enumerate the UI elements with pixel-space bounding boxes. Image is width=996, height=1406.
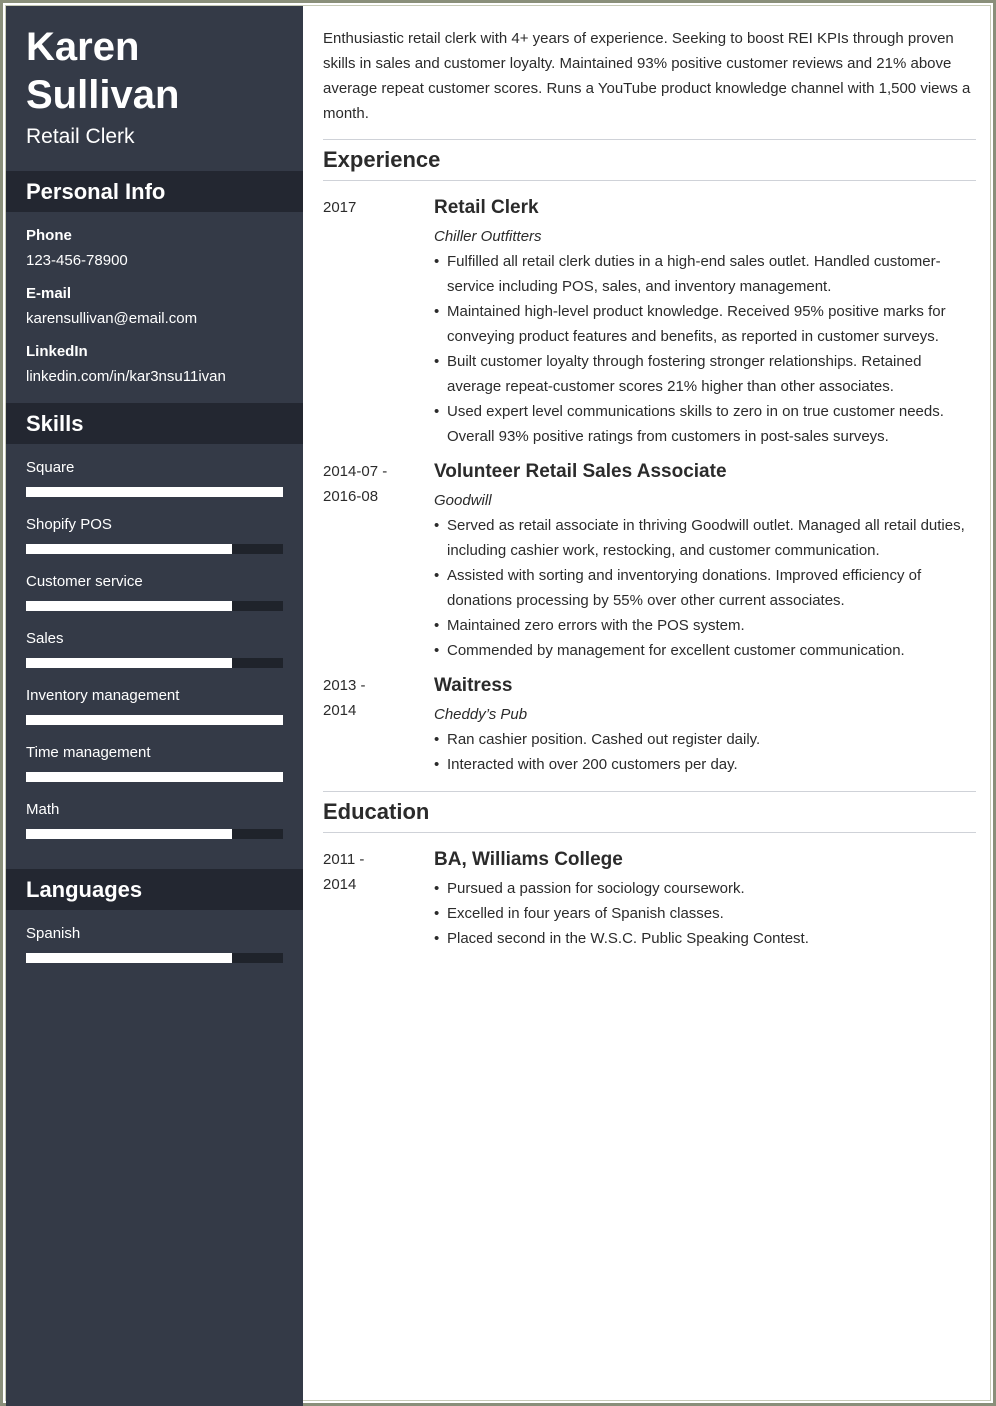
skill-name: Shopify POS (26, 516, 112, 533)
email-value[interactable]: karensullivan@email.com (26, 310, 198, 327)
skill-level-fill (26, 601, 232, 611)
experience-entry (323, 459, 976, 663)
skill-item (26, 686, 283, 725)
skill-level-bar (26, 772, 283, 782)
bullet-item: • Built customer loyalty through fostering stronger relationships. Retained average repeat-customer scores 21% higher than other associates. (434, 349, 976, 399)
summary: Enthusiastic retail clerk with 4+ years of experience. Seeking to boost REI KPIs through proven skills in sales and customer loyalty. Maintained 93% positive customer reviews and 21% above average repeat customer scores. Runs a YouTube product knowledge channel with 1,500 views a month. (323, 26, 976, 140)
language-name: Spanish (26, 925, 81, 942)
skill-level-bar (26, 658, 283, 668)
skill-item (26, 572, 283, 611)
skill-name: Customer service (26, 573, 143, 590)
entry-body (434, 459, 976, 663)
bullet-item: • Placed second in the W.S.C. Public Speaking Contest. (434, 926, 976, 951)
bullet-item: • Pursued a passion for sociology coursework. (434, 876, 976, 901)
skill-name: Square (26, 459, 75, 476)
linkedin-value[interactable]: linkedin.com/in/kar3nsu11ivan (26, 368, 226, 385)
date-line: 2014 (323, 876, 357, 893)
phone-value[interactable]: 123-456-78900 (26, 252, 128, 269)
bullet-item: • Commended by management for excellent customer communication. (434, 638, 976, 663)
skill-level-bar (26, 601, 283, 611)
entry-date (323, 673, 434, 777)
skill-level-fill (26, 772, 283, 782)
skill-name: Inventory management (26, 687, 180, 704)
entry-organization: Chiller Outfitters (434, 228, 542, 245)
email-label: E-mail (26, 285, 72, 302)
entry-body (434, 847, 976, 951)
entry-organization: Cheddy’s Pub (434, 706, 528, 723)
entry-organization: Goodwill (434, 492, 492, 509)
bullet-item: • Used expert level communications skills to zero in on true customer needs. Overall 93% positive ratings from customers in post-sales surveys. (434, 399, 976, 449)
entry-body (434, 673, 976, 777)
skill-level-fill (26, 487, 283, 497)
skills-list (6, 444, 303, 869)
bullet-item: • Served as retail associate in thriving Goodwill outlet. Managed all retail duties, including cashier work, restocking, and customer communication. (434, 513, 976, 563)
skill-name: Math (26, 801, 60, 818)
entry-bullets (434, 876, 976, 951)
experience-entry (323, 195, 976, 449)
skill-level-bar (26, 487, 283, 497)
entry-title: Waitress (434, 675, 513, 696)
skill-item (26, 800, 283, 839)
skill-name: Sales (26, 630, 64, 647)
skill-item (26, 629, 283, 668)
skill-level-fill (26, 715, 283, 725)
bullet-item: • Fulfilled all retail clerk duties in a high-end sales outlet. Handled customer-service including POS, sales, and inventory management. (434, 249, 976, 299)
entry-date (323, 459, 434, 663)
skill-name: Time management (26, 744, 151, 761)
bullet-item: • Assisted with sorting and inventorying donations. Improved efficiency of donations processing by 55% over other current associates. (434, 563, 976, 613)
language-level-fill (26, 953, 232, 963)
skills-heading: Skills (6, 403, 303, 444)
skill-item (26, 458, 283, 497)
bullet-item: • Ran cashier position. Cashed out register daily. (434, 727, 976, 752)
candidate-name (6, 6, 303, 119)
skill-level-fill (26, 658, 232, 668)
entry-bullets (434, 727, 976, 777)
skill-level-fill (26, 544, 232, 554)
job-title: Retail Clerk (26, 125, 135, 148)
personal-info-heading: Personal Info (6, 171, 303, 212)
personal-info (6, 212, 303, 403)
skill-level-bar (26, 715, 283, 725)
skill-item (26, 743, 283, 782)
entry-bullets (434, 249, 976, 449)
entry-body (434, 195, 976, 449)
languages-heading: Languages (6, 869, 303, 910)
date-line: 2011 - (323, 851, 365, 868)
entry-title: Volunteer Retail Sales Associate (434, 461, 727, 482)
language-level-bar (26, 953, 283, 963)
phone-label: Phone (26, 227, 72, 244)
entry-title: Retail Clerk (434, 197, 539, 218)
main-content (323, 6, 976, 951)
last-name: Sullivan (26, 73, 180, 117)
bullet-item: • Maintained zero errors with the POS system. (434, 613, 976, 638)
education-entry (323, 847, 976, 951)
bullet-item: • Interacted with over 200 customers per day. (434, 752, 976, 777)
experience-heading: Experience (323, 140, 976, 181)
education-heading: Education (323, 792, 976, 833)
entry-date (323, 847, 434, 951)
date-line: 2017 (323, 199, 357, 216)
entry-date (323, 195, 434, 449)
language-item (26, 924, 283, 963)
date-line: 2014-07 - (323, 463, 388, 480)
skill-level-bar (26, 544, 283, 554)
linkedin-label: LinkedIn (26, 343, 88, 360)
date-line: 2014 (323, 702, 357, 719)
entry-title: BA, Williams College (434, 849, 623, 870)
experience-entry (323, 673, 976, 777)
languages-list (6, 910, 303, 993)
date-line: 2013 - (323, 677, 366, 694)
date-line: 2016-08 (323, 488, 379, 505)
skill-level-fill (26, 829, 232, 839)
bullet-item: • Maintained high-level product knowledge. Received 95% positive marks for conveying product features and benefits, as reported in customer surveys. (434, 299, 976, 349)
entry-bullets (434, 513, 976, 663)
bullet-item: • Excelled in four years of Spanish classes. (434, 901, 976, 926)
first-name: Karen (26, 25, 140, 69)
skill-item (26, 515, 283, 554)
skill-level-bar (26, 829, 283, 839)
sidebar (6, 6, 303, 1406)
